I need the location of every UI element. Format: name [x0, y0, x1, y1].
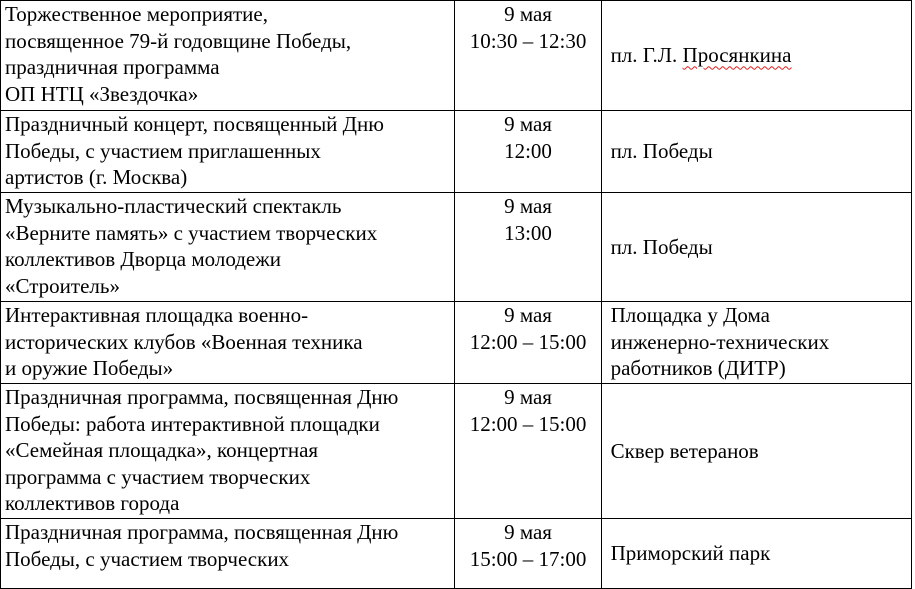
datetime-cell: [455, 1, 601, 111]
date-text: 9 мая: [504, 385, 552, 409]
table-row: [1, 111, 912, 193]
place-cell: Площадка у Дома инженерно-технических работников (ДИТР): [601, 302, 911, 384]
date-text: 9 мая: [504, 520, 552, 544]
event-cell: Торжественное мероприятие, посвященное 79-й годовщине Победы, праздничная программа ОП НТЦ «Звездочка»: [1, 1, 455, 111]
datetime-cell: [455, 384, 601, 519]
table-row: [1, 302, 912, 384]
table-row: [1, 1, 912, 111]
event-cell: Праздничная программа, посвященная Дню Победы: работа интерактивной площадки «Семейная площадка», концертная программа с участием творческих коллективов города: [1, 384, 455, 519]
datetime-cell: [455, 111, 601, 193]
event-cell: Праздничная программа, посвященная Дню Победы, с участием творческих: [1, 519, 455, 589]
place-cell: пл. Победы: [601, 111, 911, 193]
table-row: [1, 384, 912, 519]
place-cell: [601, 1, 911, 111]
place-cell: Приморский парк: [601, 519, 911, 589]
time-text: 12:00: [504, 138, 552, 163]
time-text: 10:30 – 12:30: [469, 28, 587, 53]
time-text: 13:00: [504, 220, 552, 245]
place-text: пл. Г.Л.: [610, 43, 683, 68]
datetime-cell: [455, 302, 601, 384]
event-cell: Музыкально-пластический спектакль «Верните память» с участием творческих коллективов Дворца молодежи «Строитель»: [1, 193, 455, 302]
date-text: 9 мая: [504, 303, 552, 327]
place-cell: Сквер ветеранов: [601, 384, 911, 519]
event-cell: Праздничный концерт, посвященный Дню Победы, с участием приглашенных артистов (г. Москва): [1, 111, 455, 193]
spellcheck-flagged-word: Просянкина: [682, 43, 792, 68]
event-cell: Интерактивная площадка военно- исторических клубов «Военная техника и оружие Победы»: [1, 302, 455, 384]
table-row: [1, 193, 912, 302]
date-text: 9 мая: [504, 2, 552, 26]
table-row: [1, 519, 912, 589]
datetime-cell: [455, 519, 601, 589]
time-text: 12:00 – 15:00: [469, 411, 587, 436]
time-text: 12:00 – 15:00: [469, 329, 587, 354]
date-text: 9 мая: [504, 112, 552, 136]
date-text: 9 мая: [504, 194, 552, 218]
datetime-cell: [455, 193, 601, 302]
time-text: 15:00 – 17:00: [469, 546, 587, 571]
place-cell: пл. Победы: [601, 193, 911, 302]
